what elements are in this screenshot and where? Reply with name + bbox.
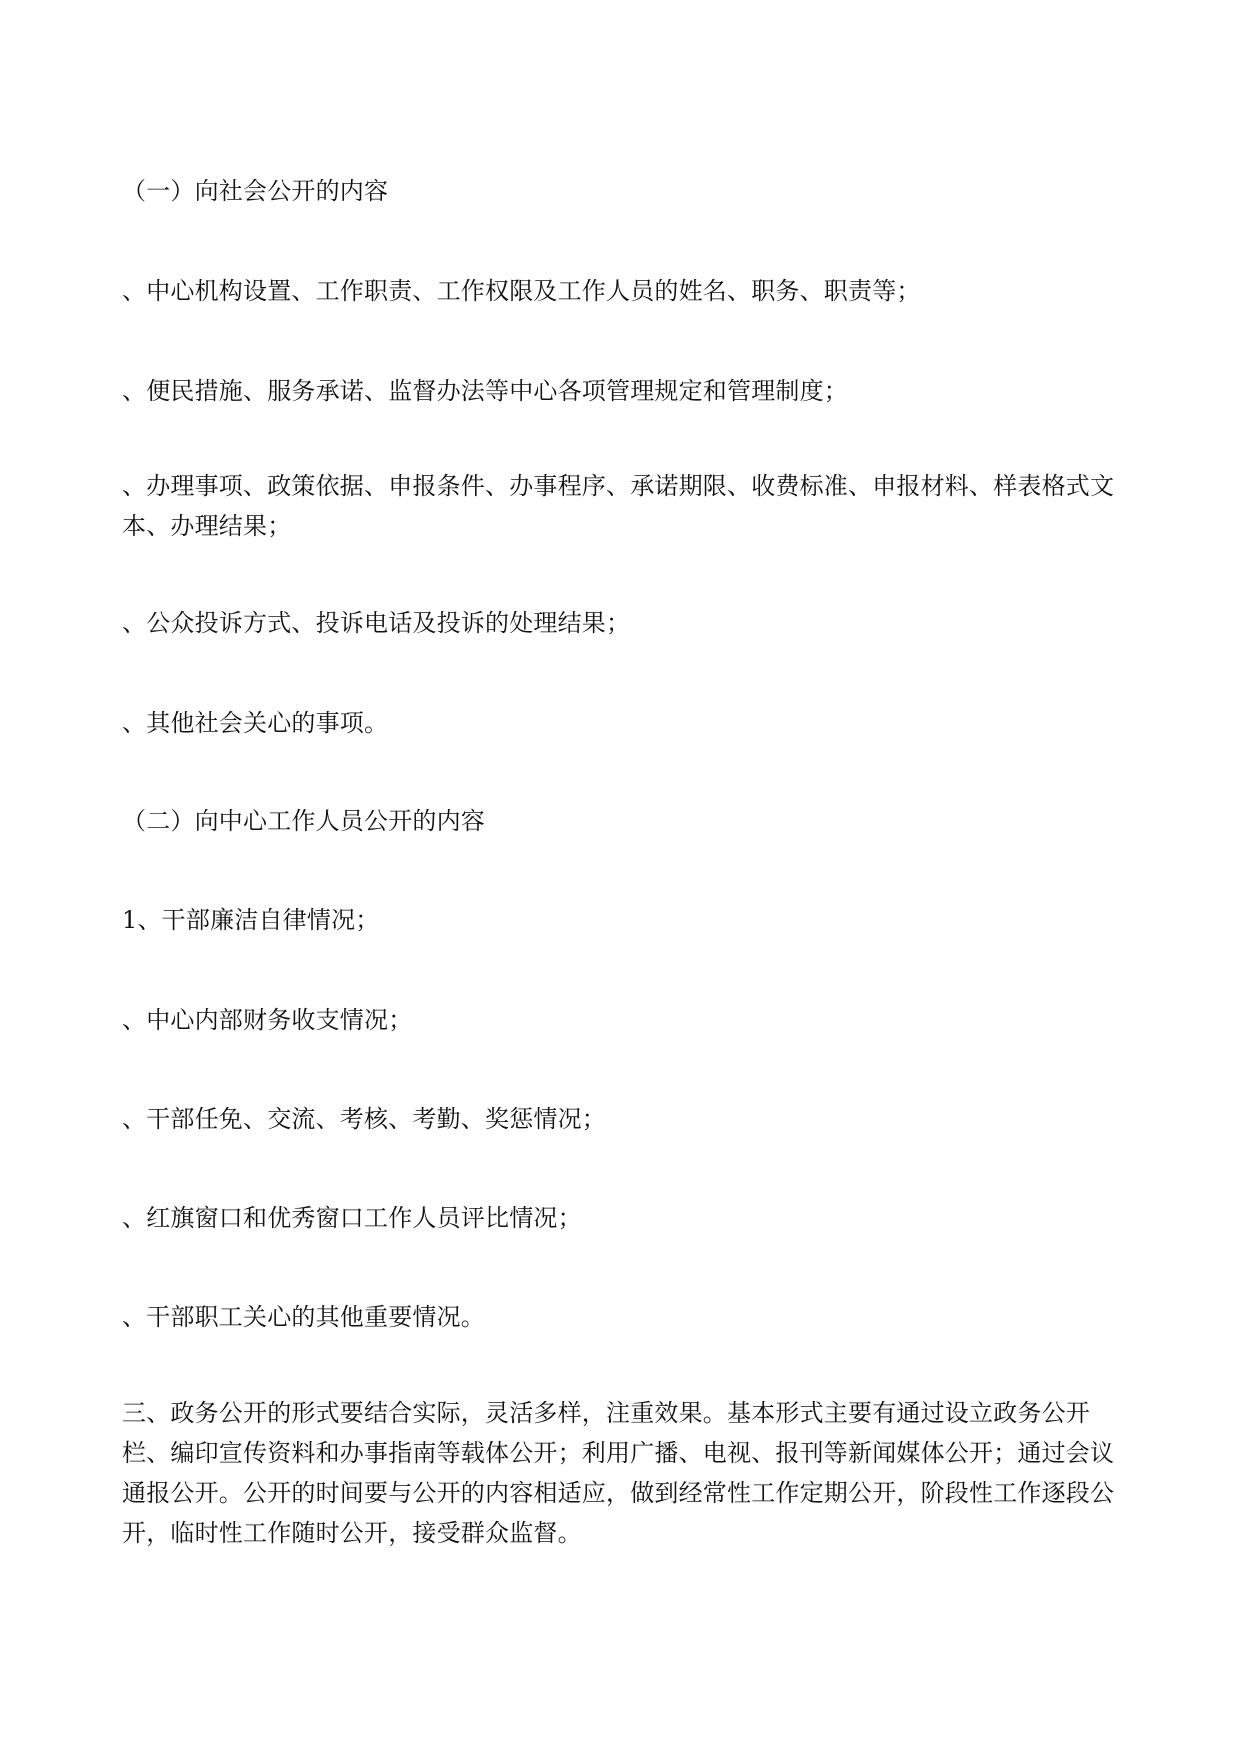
list-item: 、公众投诉方式、投诉电话及投诉的处理结果； bbox=[122, 609, 631, 637]
list-item: 、办理事项、政策依据、申报条件、办事程序、承诺期限、收费标准、申报材料、样表格式文本、办理结果； bbox=[122, 472, 1115, 540]
list-item: 、红旗窗口和优秀窗口工作人员评比情况； bbox=[122, 1204, 582, 1232]
list-item: 、干部职工关心的其他重要情况。 bbox=[122, 1303, 485, 1331]
list-item: 、中心内部财务收支情况； bbox=[122, 1006, 413, 1034]
section3-paragraph: 三、政务公开的形式要结合实际，灵活多样，注重效果。基本形式主要有通过设立政务公开栏、编印宣传资料和办事指南等载体公开；利用广播、电视、报刊等新闻媒体公开；通过会议通报公开。公开的时间要与公开的内容相适应，做到经常性工作定期公开，阶段性工作逐段公开，临时性工作随时公开，接受群众监督。 bbox=[122, 1399, 1115, 1547]
list-item: 、中心机构设置、工作职责、工作权限及工作人员的姓名、职务、职责等； bbox=[122, 277, 921, 305]
list-item: 、便民措施、服务承诺、监督办法等中心各项管理规定和管理制度； bbox=[122, 377, 848, 405]
list-item: 、其他社会关心的事项。 bbox=[122, 709, 389, 737]
list-item: 、干部任免、交流、考核、考勤、奖惩情况； bbox=[122, 1105, 606, 1133]
section2-heading: （二）向中心工作人员公开的内容 bbox=[122, 807, 485, 835]
list-item: 1、干部廉洁自律情况； bbox=[122, 906, 380, 934]
section1-heading: （一）向社会公开的内容 bbox=[122, 177, 389, 205]
